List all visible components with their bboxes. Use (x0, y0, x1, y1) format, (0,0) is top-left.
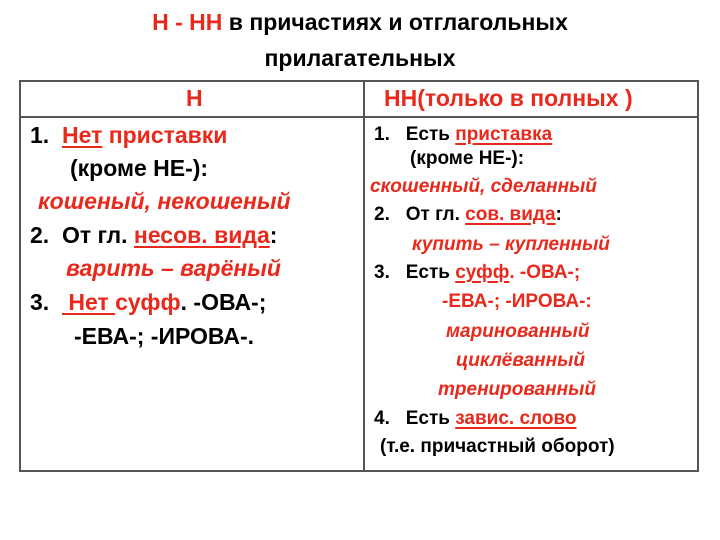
right-item-2-number: 2. (374, 204, 390, 225)
left-item-1-note: (кроме НЕ-): (70, 155, 209, 181)
right-item-4-note: (т.е. причастный оборот) (380, 436, 615, 457)
right-item-4-number: 4. (374, 408, 390, 429)
left-item-2 (30, 221, 277, 250)
right-item-3-example-1: маринованный (446, 321, 590, 342)
left-item-3-text: . -ОВА-; (180, 289, 267, 315)
left-item-3-line2: -ЕВА-; -ИРОВА-. (74, 323, 255, 349)
left-item-2-example: варить – варёный (66, 255, 281, 281)
left-item-1-number: 1. (30, 122, 50, 148)
right-item-3-number: 3. (374, 262, 390, 283)
right-item-4 (374, 405, 577, 433)
right-item-3-text: . -ОВА-; (509, 262, 581, 283)
header-double-n-main: НН (384, 85, 418, 111)
left-item-2-prefix: От гл. (61, 222, 134, 248)
right-item-2-suffix: : (555, 204, 562, 225)
left-item-3-suffix-word: суфф (115, 289, 181, 315)
right-item-4-underlined: завис. слово (455, 408, 577, 429)
right-item-1-underlined: приставка (455, 124, 553, 145)
right-item-3-example-2: циклёванный (456, 350, 585, 371)
right-item-2-prefix: От гл. (405, 204, 466, 225)
right-item-2-example: купить – купленный (412, 234, 610, 255)
right-item-1-example: скошенный, сделанный (370, 176, 597, 197)
page-title-line1 (0, 8, 720, 36)
left-item-1-text: приставки (102, 122, 228, 148)
left-item-1-example: кошеный, некошеный (38, 188, 291, 214)
column-divider (363, 80, 365, 472)
header-single-n: Н (186, 85, 203, 111)
title-text: в причастиях и отглагольных (222, 9, 568, 35)
right-item-4-prefix: Есть (405, 408, 456, 429)
left-item-1-underlined: Нет (61, 122, 103, 148)
header-divider (19, 116, 699, 118)
page-title-line2: прилагательных (264, 45, 456, 71)
header-double-n (384, 83, 633, 113)
left-item-1 (30, 121, 227, 150)
left-item-2-suffix: : (269, 222, 278, 248)
right-item-3-example-3: тренированный (438, 379, 596, 400)
right-item-1-note: (кроме НЕ-): (410, 148, 525, 169)
left-item-3 (30, 288, 266, 317)
header-double-n-note: (только в полных ) (417, 85, 633, 111)
right-item-2-underlined: сов. вида (465, 204, 556, 225)
right-item-3 (374, 259, 580, 287)
left-item-3-number: 3. (30, 289, 50, 315)
right-item-3-underlined: суфф (455, 262, 510, 283)
left-item-2-number: 2. (30, 222, 50, 248)
right-item-3-line2: -ЕВА-; -ИРОВА-: (442, 291, 592, 312)
right-item-2 (374, 201, 562, 229)
right-item-1-number: 1. (374, 124, 390, 145)
right-item-3-prefix: Есть (405, 262, 456, 283)
right-item-1-prefix: Есть (405, 124, 456, 145)
left-item-3-underlined: Нет (61, 289, 116, 315)
title-highlight: Н - НН (152, 9, 223, 35)
left-item-2-underlined: несов. вида (133, 222, 270, 248)
